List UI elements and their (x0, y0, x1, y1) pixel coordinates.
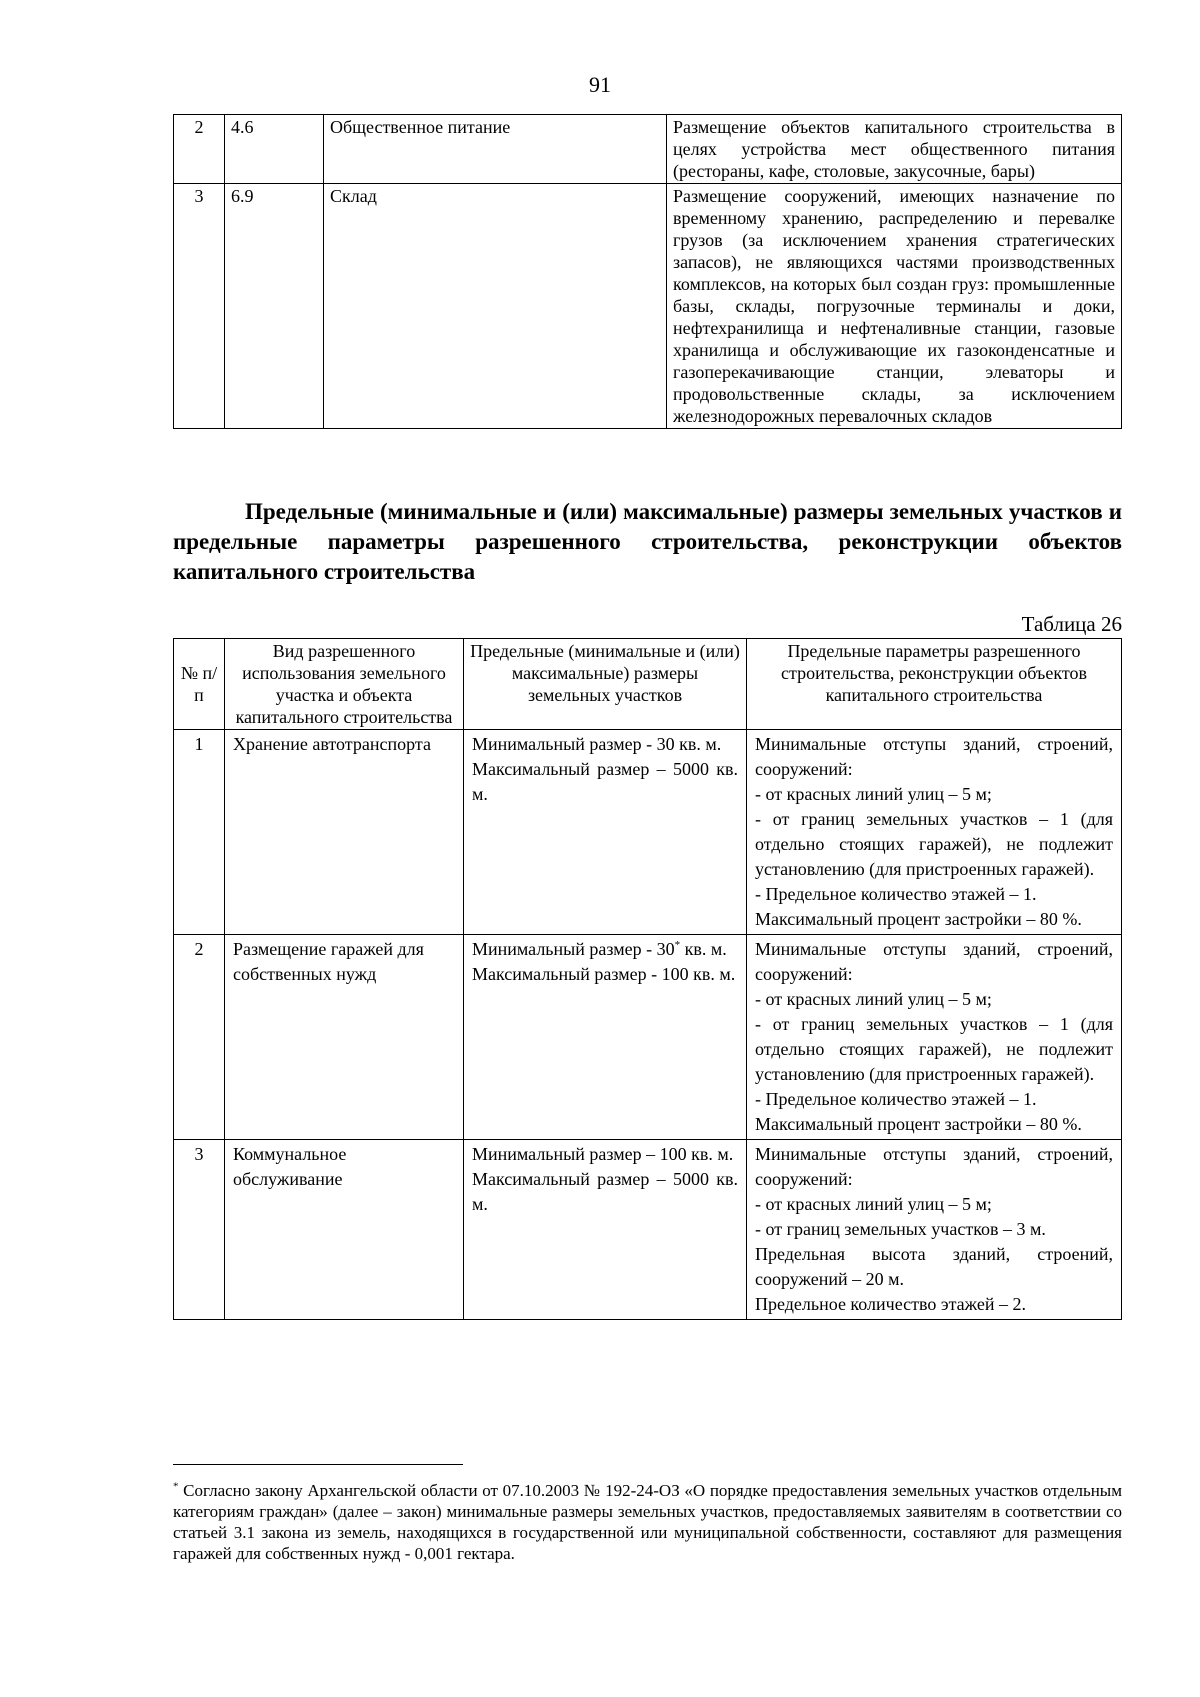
param-line: - Предельное количество этажей – 1. (755, 884, 1037, 904)
use-code: 6.9 (225, 184, 324, 429)
footnote-mark: * (173, 1480, 179, 1493)
size-min (472, 732, 738, 757)
table-caption: Таблица 26 (1021, 612, 1122, 636)
table-row (174, 730, 1122, 935)
footnote-text: Согласно закону Архангельской области от 07.10.2003 № 192-24-ОЗ «О порядке предоставления земельных участков отдельным категориям граждан» (далее – закон) минимальные размеры земельных участков, предоставляемых заявителям в соответствии со статьей 3.1 закона из земель, находящихся в государственной или муниципальной собственности, составляют для размещения гаражей для собственных нужд - 0,001 гектара. (173, 1481, 1122, 1563)
param-line: Предельное количество этажей – 2. (755, 1294, 1026, 1314)
size-min (472, 1142, 738, 1167)
use-name: Хранение автотранспорта (225, 730, 464, 935)
param-line: - от красных линий улиц – 5 м; (755, 1194, 992, 1214)
param-line: - от границ земельных участков – 1 (для отдельно стоящих гаражей), не подлежит установлению (для пристроенных гаражей). (755, 809, 1113, 879)
build-params (747, 730, 1122, 935)
build-params (747, 935, 1122, 1140)
size-min-text: Минимальный размер - 30 кв. м. (472, 734, 722, 754)
param-line: Предельная высота зданий, строений, сооружений – 20 м. (755, 1244, 1113, 1289)
size-limits (464, 935, 747, 1140)
land-use-table-continued (173, 114, 1122, 429)
param-line: Максимальный процент застройки – 80 %. (755, 909, 1082, 929)
use-name: Коммунальное обслуживание (225, 1140, 464, 1320)
row-number: 2 (174, 935, 225, 1140)
table-row (174, 1140, 1122, 1320)
param-line: - Предельное количество этажей – 1. (755, 1089, 1037, 1109)
footnote-divider (173, 1464, 463, 1465)
row-number: 2 (174, 115, 225, 184)
header-use: Вид разрешенного использования земельного участка и объекта капитального строительства (225, 639, 464, 730)
size-max: Максимальный размер – 5000 кв. м. (472, 759, 738, 804)
param-line: - от границ земельных участков – 3 м. (755, 1219, 1046, 1239)
page-number: 91 (589, 72, 611, 97)
use-name: Размещение гаражей для собственных нужд (225, 935, 464, 1140)
param-line: Минимальные отступы зданий, строений, сооружений: (755, 939, 1113, 984)
footnote (173, 1480, 1122, 1564)
header-num: № п/п (174, 639, 225, 730)
row-number: 1 (174, 730, 225, 935)
table-header-row (174, 639, 1122, 730)
size-min (472, 937, 738, 962)
table-row (174, 184, 1122, 429)
param-line: Максимальный процент застройки – 80 %. (755, 1114, 1082, 1134)
build-params (747, 1140, 1122, 1320)
param-line: - от красных линий улиц – 5 м; (755, 784, 992, 804)
size-max: Максимальный размер - 100 кв. м. (472, 964, 736, 984)
table-row (174, 935, 1122, 1140)
table-26 (173, 638, 1122, 1320)
param-line: - от границ земельных участков – 1 (для отдельно стоящих гаражей), не подлежит установлению (для пристроенных гаражей). (755, 1014, 1113, 1084)
use-name: Общественное питание (324, 115, 667, 184)
use-description: Размещение объектов капитального строительства в целях устройства мест общественного питания (рестораны, кафе, столовые, закусочные, бары) (667, 115, 1122, 184)
use-code: 4.6 (225, 115, 324, 184)
size-min-text: Минимальный размер - 30 (472, 939, 675, 959)
param-line: - от красных линий улиц – 5 м; (755, 989, 992, 1009)
use-description: Размещение сооружений, имеющих назначение по временному хранению, распределению и перевалке грузов (за исключением хранения стратегических запасов), не являющихся частями производственных комплексов, на которых был создан груз: промышленные базы, склады, погрузочные терминалы и доки, нефтехранилища и нефтеналивные станции, газовые хранилища и обслуживающие их газоконденсатные и газоперекачивающие станции, элеваторы и продовольственные склады, за исключением железнодорожных перевалочных складов (667, 184, 1122, 429)
row-number: 3 (174, 184, 225, 429)
size-min-unit: кв. м. (680, 939, 727, 959)
header-size: Предельные (минимальные и (или) максимальные) размеры земельных участков (464, 639, 747, 730)
param-line: Минимальные отступы зданий, строений, сооружений: (755, 734, 1113, 779)
param-line: Минимальные отступы зданий, строений, сооружений: (755, 1144, 1113, 1189)
size-limits (464, 730, 747, 935)
size-min-text: Минимальный размер – 100 кв. м. (472, 1144, 734, 1164)
header-params: Предельные параметры разрешенного строительства, реконструкции объектов капитального строительства (747, 639, 1122, 730)
row-number: 3 (174, 1140, 225, 1320)
size-limits (464, 1140, 747, 1320)
footnote-mark: * (674, 939, 681, 951)
section-heading: Предельные (минимальные и (или) максимальные) размеры земельных участков и предельные параметры разрешенного строительства, реконструкции объектов капитального строительства (173, 499, 1122, 584)
size-max: Максимальный размер – 5000 кв. м. (472, 1169, 738, 1214)
use-name: Склад (324, 184, 667, 429)
table-row (174, 115, 1122, 184)
